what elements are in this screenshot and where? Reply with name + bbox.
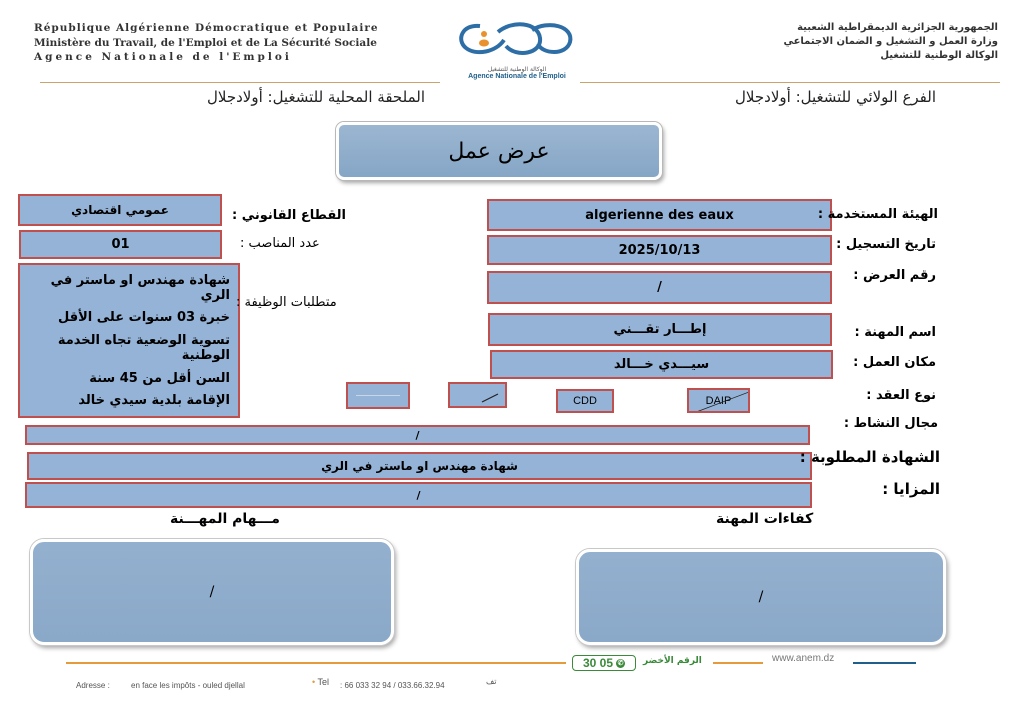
tasks-heading: مـــهام المهـــنة bbox=[170, 511, 280, 527]
daip-label: DAIP bbox=[705, 394, 732, 407]
header-rule-left bbox=[40, 82, 440, 83]
website-link[interactable]: www.anem.dz bbox=[772, 653, 835, 664]
positions-label: عدد المناصب : bbox=[240, 236, 320, 251]
job-name-label: اسم المهنة : bbox=[854, 325, 936, 340]
tel-label-text: Tel bbox=[317, 677, 330, 687]
workplace-label: مكان العمل : bbox=[853, 355, 936, 370]
contract-option-1 bbox=[346, 382, 410, 409]
contract-type-label: نوع العقد : bbox=[866, 388, 936, 403]
activity-field: / bbox=[25, 425, 810, 445]
reg-date-label: تاريخ التسجيل : bbox=[836, 237, 936, 252]
diploma-label: الشهادة المطلوبة : bbox=[799, 448, 940, 466]
footer-rule-blue bbox=[853, 662, 916, 664]
header-fr-line-2: Ministère du Travail, de l'Emploi et de La Sécurité Sociale bbox=[34, 37, 377, 49]
header-ar-line-3: الوكالة الوطنية للتشغيل bbox=[880, 50, 998, 61]
workplace-field: سيـــدي خـــالد bbox=[490, 350, 833, 379]
requirement-item: تسوية الوضعية تجاه الخدمة الوطنية bbox=[57, 332, 230, 363]
benefits-field: / bbox=[25, 482, 812, 508]
skills-heading: كفاءات المهنة bbox=[716, 511, 814, 527]
tasks-box: / bbox=[30, 539, 394, 645]
blank-line bbox=[356, 395, 400, 396]
requirement-item: السن أقل من 45 سنة bbox=[89, 370, 230, 386]
offer-number-field: / bbox=[487, 271, 832, 304]
tel-value: : 66 033 32 94 / 033.66.32.94 bbox=[340, 681, 445, 690]
legal-sector-label: القطاع القانوني : bbox=[232, 208, 347, 223]
contract-option-cdd: CDD bbox=[556, 389, 614, 413]
benefits-label: المزايا : bbox=[882, 480, 940, 498]
footer-rule-orange bbox=[66, 662, 566, 664]
requirements-list bbox=[18, 263, 240, 418]
legal-sector-field: عمومي اقتصادي bbox=[18, 194, 222, 226]
logo-text-ar: الوكالة الوطنية للتشغيل bbox=[487, 66, 547, 73]
address-label: Adresse : bbox=[76, 681, 110, 690]
logo-rings-icon bbox=[452, 18, 582, 62]
requirement-item: الإقامة بلدية سيدي خالد bbox=[78, 393, 230, 409]
requirement-item: خبرة 03 سنوات على الأقل bbox=[58, 310, 230, 326]
address-value: en face les impôts - ouled djellal bbox=[131, 681, 245, 690]
header-ar-line-2: وزارة العمل و التشغيل و الضمان الاجتماعي bbox=[783, 36, 998, 47]
employer-field: algerienne des eaux bbox=[487, 199, 832, 231]
strike-line-icon bbox=[450, 382, 505, 408]
activity-label: مجال النشاط : bbox=[843, 416, 938, 431]
tel-label-ar: تف bbox=[486, 677, 497, 686]
employer-label: الهيئة المستخدمة : bbox=[817, 207, 938, 222]
logo-text-fr: Agence Nationale de l'Emploi bbox=[468, 73, 566, 80]
green-number-label: الرقم الأخضر bbox=[643, 656, 702, 666]
header-rule-right bbox=[580, 82, 1000, 83]
requirements-label: متطلبات الوظيفة : bbox=[236, 295, 337, 310]
branch-left: الملحقة المحلية للتشغيل: أولادجلال bbox=[206, 88, 425, 106]
green-number: 30 05 bbox=[582, 656, 614, 670]
header-fr-line-1: République Algérienne Démocratique et Populaire bbox=[34, 22, 379, 34]
branch-right: الفرع الولائي للتشغيل: أولادجلال bbox=[735, 88, 936, 106]
footer-rule-orange-short bbox=[713, 662, 763, 664]
positions-field: 01 bbox=[19, 230, 222, 259]
requirement-item: شهادة مهندس او ماستر في الري bbox=[50, 272, 230, 303]
phone-icon: ✆ bbox=[617, 659, 624, 667]
offer-number-label: رقم العرض : bbox=[853, 268, 936, 283]
header-ar-line-1: الجمهورية الجزائرية الديمقراطية الشعبية bbox=[797, 22, 998, 33]
anem-logo bbox=[452, 18, 582, 80]
reg-date-field: 2025/10/13 bbox=[487, 235, 832, 265]
skills-box: / bbox=[576, 549, 946, 645]
contract-option-daip bbox=[687, 388, 750, 413]
contract-option-2 bbox=[448, 382, 507, 408]
page-title: عرض عمل bbox=[336, 122, 662, 180]
job-name-field: إطـــار تقـــني bbox=[488, 313, 832, 346]
strike-line-icon bbox=[689, 390, 750, 413]
tel-label bbox=[312, 677, 329, 687]
bullet-icon: • bbox=[312, 677, 318, 687]
diploma-field: شهادة مهندس او ماستر في الري bbox=[27, 452, 812, 480]
header-fr-line-3: Agence Nationale de l'Emploi bbox=[34, 51, 292, 63]
green-number-badge bbox=[572, 655, 636, 671]
